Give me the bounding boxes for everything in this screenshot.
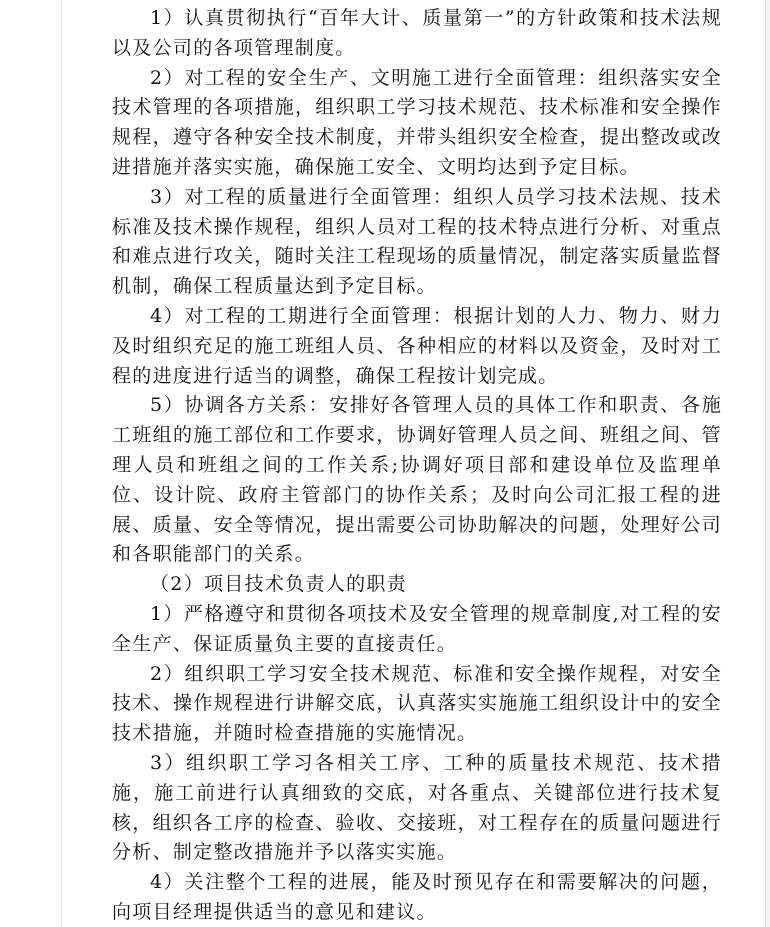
- document-body: [112, 4, 722, 927]
- page-margin-line: [61, 0, 62, 927]
- paragraph-4: 4）对工程的工期进行全面管理：根据计划的人力、物力、财力及时组织充足的施工班组人员、各种相应的材料以及资金，及时对工程的进度进行适当的调整，确保工程按计划完成。: [112, 304, 722, 387]
- paragraph-5: 5）协调各方关系：安排好各管理人员的具体工作和职责、各施工班组的施工部位和工作要求，协调好管理人员之间、班组之间、管理人员和班组之间的工作关系;协调好项目部和建设单位及监理单位、设计院、政府主管部门的协作关系；及时向公司汇报工程的进展、质量、安全等情况，提出需要公司协助解决的问题，处理好公司和各职能部门的关系。: [112, 394, 722, 566]
- vertical-scrollbar[interactable]: [765, 0, 770, 927]
- paragraph-6: 1）严格遵守和贯彻各项技术及安全管理的规章制度,对工程的安全生产、保证质量负主要的直接责任。: [112, 602, 722, 655]
- paragraph-3: 3）对工程的质量进行全面管理：组织人员学习技术法规、技术标准及技术操作规程，组织人员对工程的技术特点进行分析、对重点和难点进行攻关，随时关注工程现场的质量情况，制定落实质量监督机制，确保工程质量达到予定目标。: [112, 185, 722, 298]
- paragraph-2: 2）对工程的安全生产、文明施工进行全面管理：组织落实安全技术管理的各项措施，组织职工学习技术规范、技术标准和安全操作规程，遵守各种安全技术制度，并带头组织安全检查，提出整改或改进措施并落实实施，确保施工安全、文明均达到予定目标。: [112, 66, 722, 178]
- section-heading: （2）项目技术负责人的职责: [150, 573, 407, 596]
- paragraph-7: 2）组织职工学习安全技术规范、标准和安全操作规程，对安全技术、操作规程进行讲解交底，认真落实实施施工组织设计中的安全技术措施，并随时检查措施的实施情况。: [112, 662, 722, 745]
- paragraph-1: 1）认真贯彻执行“百年大计、质量第一”的方针政策和技术法规以及公司的各项管理制度。: [112, 7, 722, 59]
- paragraph-8: 3）组织职工学习各相关工序、工种的质量技术规范、技术措施，施工前进行认真细致的交底，对各重点、关键部位进行技术复核，组织各工序的检查、验收、交接班，对工程存在的质量问题进行分析、制定整改措施并予以落实实施。: [112, 751, 722, 864]
- paragraph-9: 4）关注整个工程的进展，能及时预见存在和需要解决的问题，向项目经理提供适当的意见和建议。: [112, 871, 722, 923]
